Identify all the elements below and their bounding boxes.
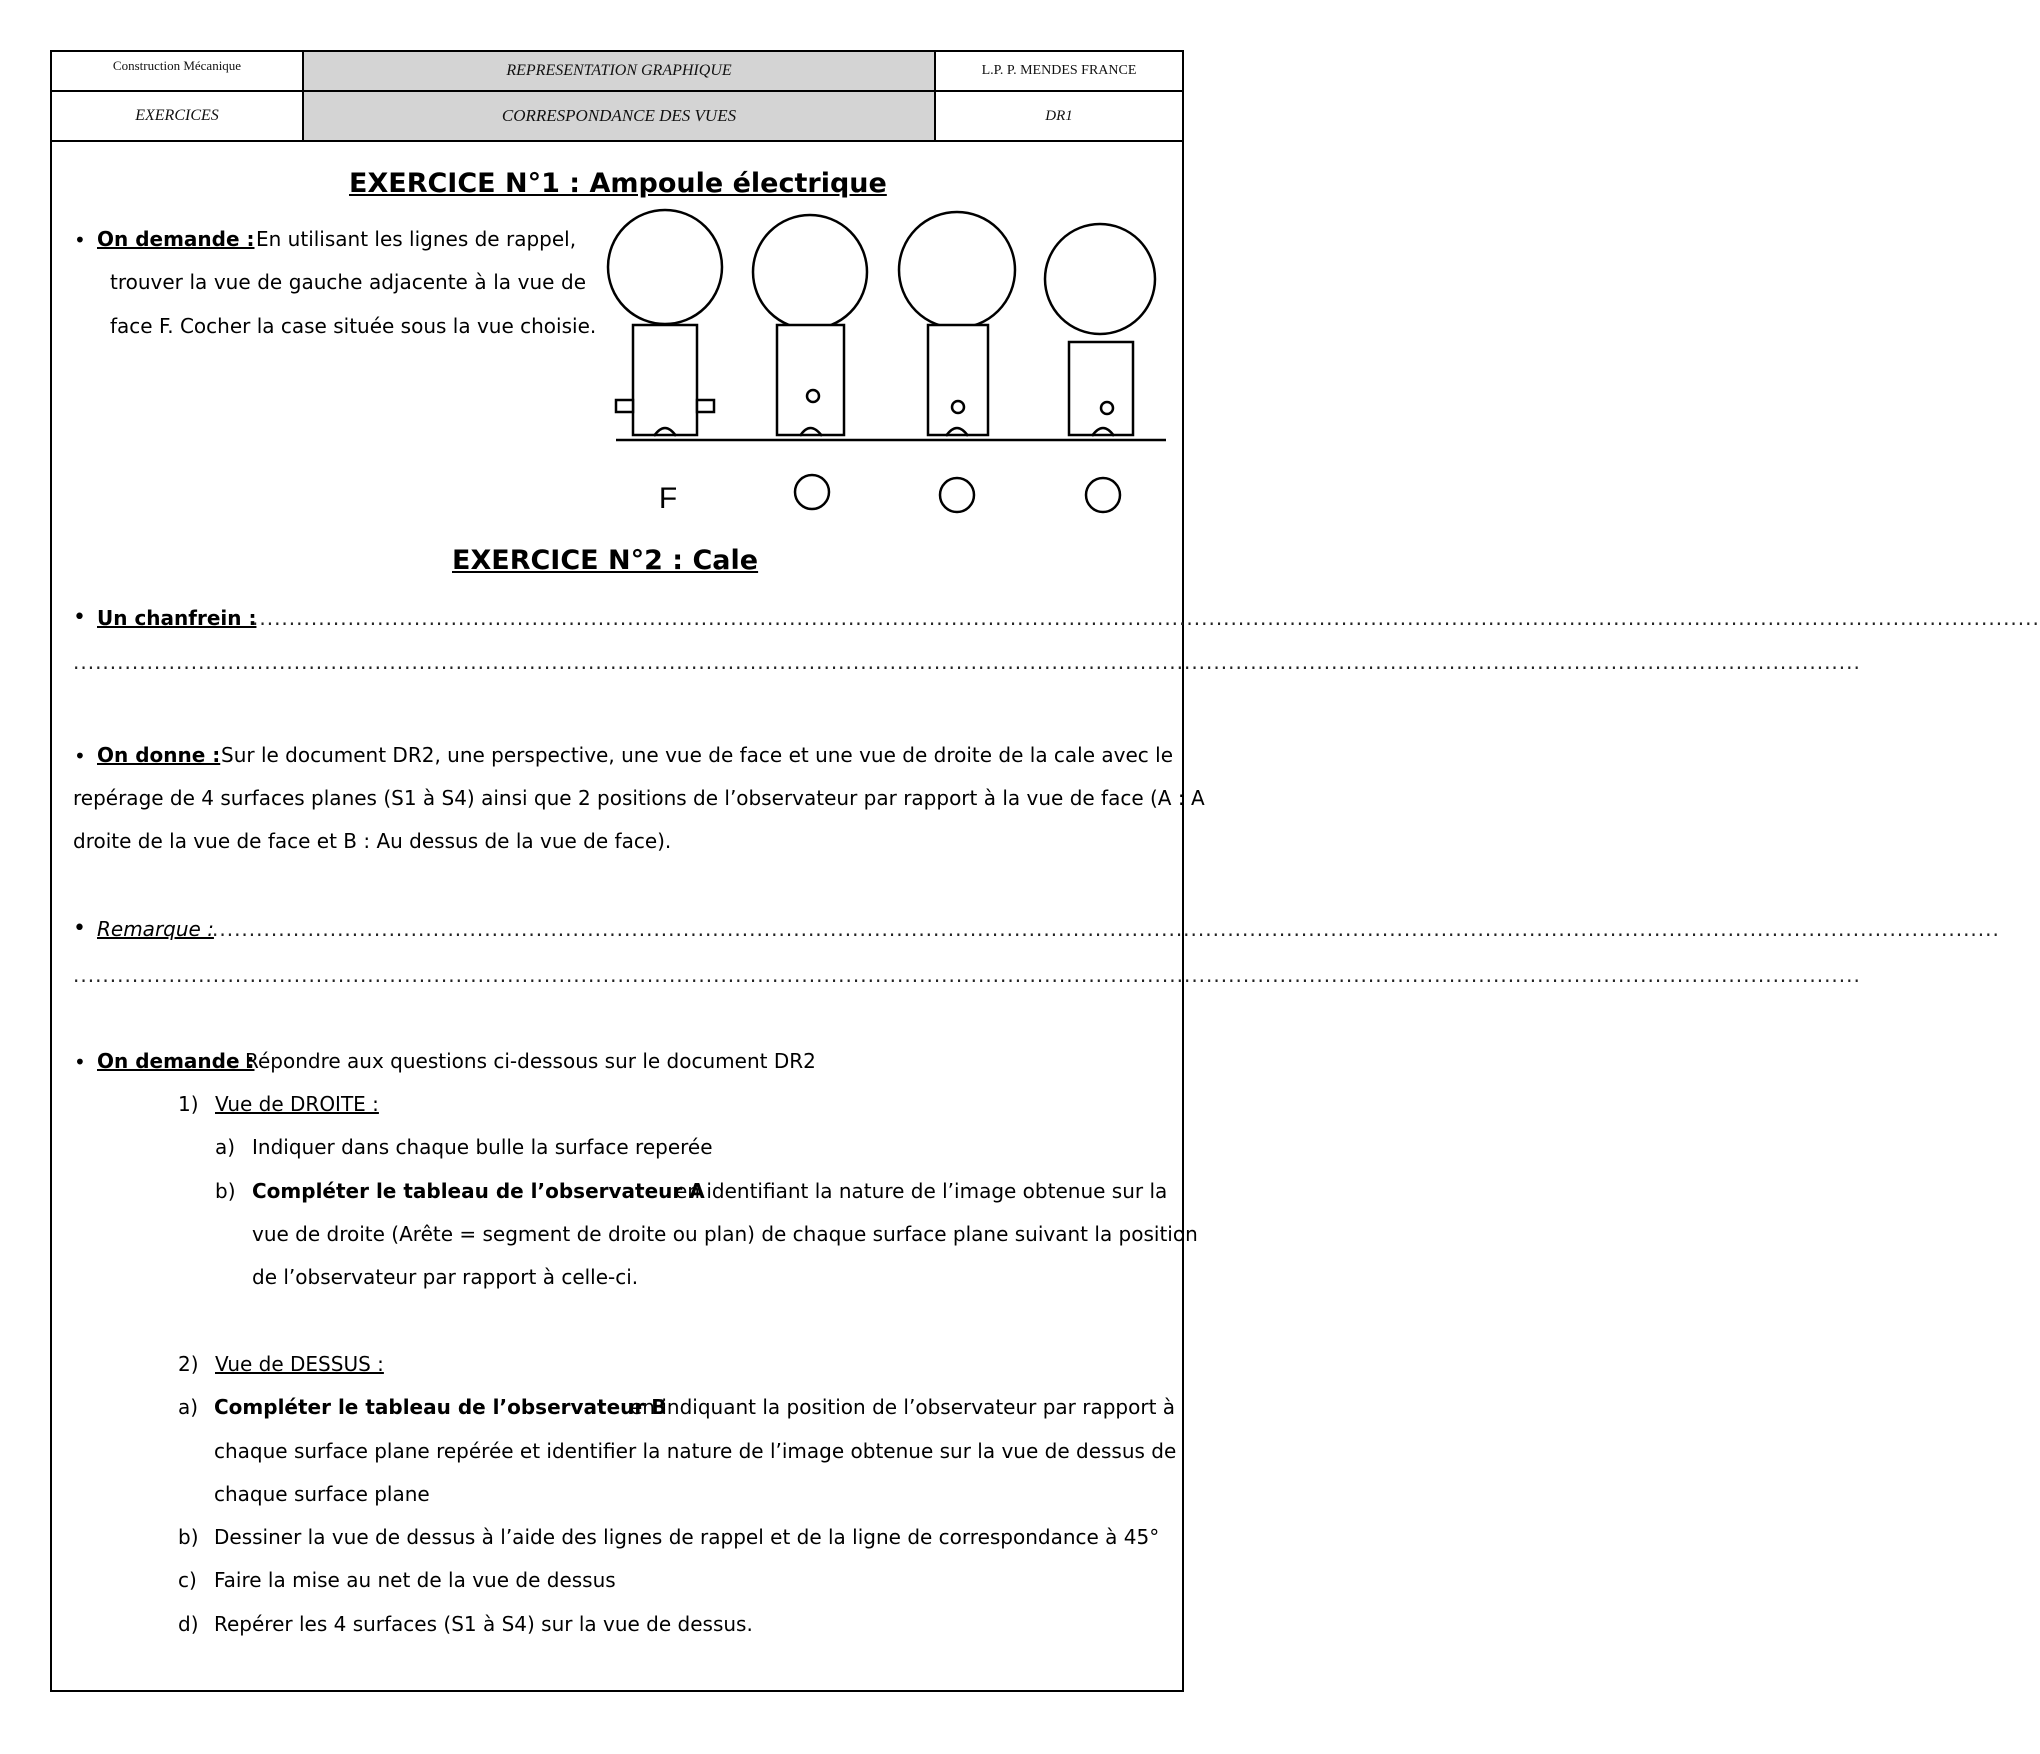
checkbox-view-3 <box>940 478 974 512</box>
q2a-line3: chaque surface plane <box>214 1482 430 1506</box>
ex2-title: EXERCICE N°2 : Cale <box>452 545 759 576</box>
remark-dots-1: ................................................................................................................................................................................................................................................... <box>212 917 2000 941</box>
ex1-ask-line3: face F. Cocher la case située sous la vue choisie. <box>110 314 597 338</box>
chamfer-dots-2: ................................................................................................................................................................................................................................................... <box>73 650 1861 674</box>
header-doc-ref: DR1 <box>1045 107 1073 124</box>
bulb-view-face <box>608 210 722 436</box>
ex1-ask-line2: trouver la vue de gauche adjacente à la vue de <box>110 270 586 294</box>
chamfer-bullet: • <box>73 605 86 630</box>
bulb-views-drawing <box>610 210 1180 520</box>
q2-title: Vue de DESSUS : <box>215 1352 384 1376</box>
face-view-label: F <box>658 482 678 515</box>
q1b-bold: Compléter le tableau de l’observateur A <box>252 1179 705 1203</box>
q2-num: 2) <box>178 1352 199 1376</box>
q1b-line1: en identifiant la nature de l’image obtenue sur la <box>675 1179 1168 1203</box>
checkbox-view-2 <box>795 475 829 509</box>
ex2-ask-label: On demande : <box>97 1049 255 1073</box>
q2d-num: d) <box>178 1612 199 1636</box>
q1-title: Vue de DROITE : <box>215 1092 379 1116</box>
remark-label: Remarque : <box>97 917 214 941</box>
header-subtopic: CORRESPONDANCE DES VUES <box>304 92 936 140</box>
bulb-view-3 <box>899 212 1015 436</box>
q2a-line2: chaque surface plane repérée et identifier la nature de l’image obtenue sur la vue de dessus de <box>214 1439 1177 1463</box>
bulb-view-4 <box>1045 224 1155 436</box>
ex1-title: EXERCICE N°1 : Ampoule électrique <box>349 168 887 199</box>
ex1-ask-label: On demande : <box>97 227 255 251</box>
chamfer-dots-1: ................................................................................................................................................................................................................................................... <box>252 606 2040 630</box>
ex1-ask-line1: En utilisant les lignes de rappel, <box>256 227 577 251</box>
q1a-num: a) <box>215 1135 236 1159</box>
header-subject: Construction Mécanique <box>52 52 304 92</box>
remark-bullet: • <box>73 916 86 941</box>
bulb-view-2 <box>753 215 867 436</box>
q1b-line3: de l’observateur par rapport à celle-ci. <box>252 1265 639 1289</box>
ex1-bullet: • <box>74 228 86 252</box>
q1a-text: Indiquer dans chaque bulle la surface reperée <box>252 1135 713 1159</box>
given-bullet: • <box>74 744 86 768</box>
header-section: EXERCICES <box>52 92 304 140</box>
q2b-num: b) <box>178 1525 199 1549</box>
q2a-line1: en indiquant la position de l’observateur par rapport à <box>630 1395 1176 1419</box>
given-line2: repérage de 4 surfaces planes (S1 à S4) ainsi que 2 positions de l’observateur par rapport à la vue de face (A : A <box>73 786 1205 810</box>
ask-bullet: • <box>74 1050 86 1074</box>
q2c-num: c) <box>178 1568 197 1592</box>
given-line1: Sur le document DR2, une perspective, une vue de face et une vue de droite de la cale avec le <box>221 743 1174 767</box>
checkbox-view-4 <box>1086 478 1120 512</box>
header-topic: REPRESENTATION GRAPHIQUE <box>304 52 936 92</box>
q1-num: 1) <box>178 1092 199 1116</box>
given-label: On donne : <box>97 743 221 767</box>
q2a-bold: Compléter le tableau de l’observateur B <box>214 1395 667 1419</box>
header-school: L.P. P. MENDES FRANCE <box>936 52 1182 92</box>
q2d-text: Repérer les 4 surfaces (S1 à S4) sur la vue de dessus. <box>214 1612 753 1636</box>
given-line3: droite de la vue de face et B : Au dessus de la vue de face). <box>73 829 672 853</box>
remark-dots-2: ................................................................................................................................................................................................................................................... <box>73 963 1861 987</box>
q1b-line2: vue de droite (Arête = segment de droite ou plan) de chaque surface plane suivant la position <box>252 1222 1198 1246</box>
q2b-text: Dessiner la vue de dessus à l’aide des lignes de rappel et de la ligne de correspondance à 45° <box>214 1525 1160 1549</box>
q2a-num: a) <box>178 1395 199 1419</box>
ex2-ask-text: Répondre aux questions ci-dessous sur le document DR2 <box>245 1049 816 1073</box>
header-table <box>52 52 1182 142</box>
q2c-text: Faire la mise au net de la vue de dessus <box>214 1568 616 1592</box>
q1b-num: b) <box>215 1179 236 1203</box>
chamfer-label: Un chanfrein : <box>97 606 257 630</box>
